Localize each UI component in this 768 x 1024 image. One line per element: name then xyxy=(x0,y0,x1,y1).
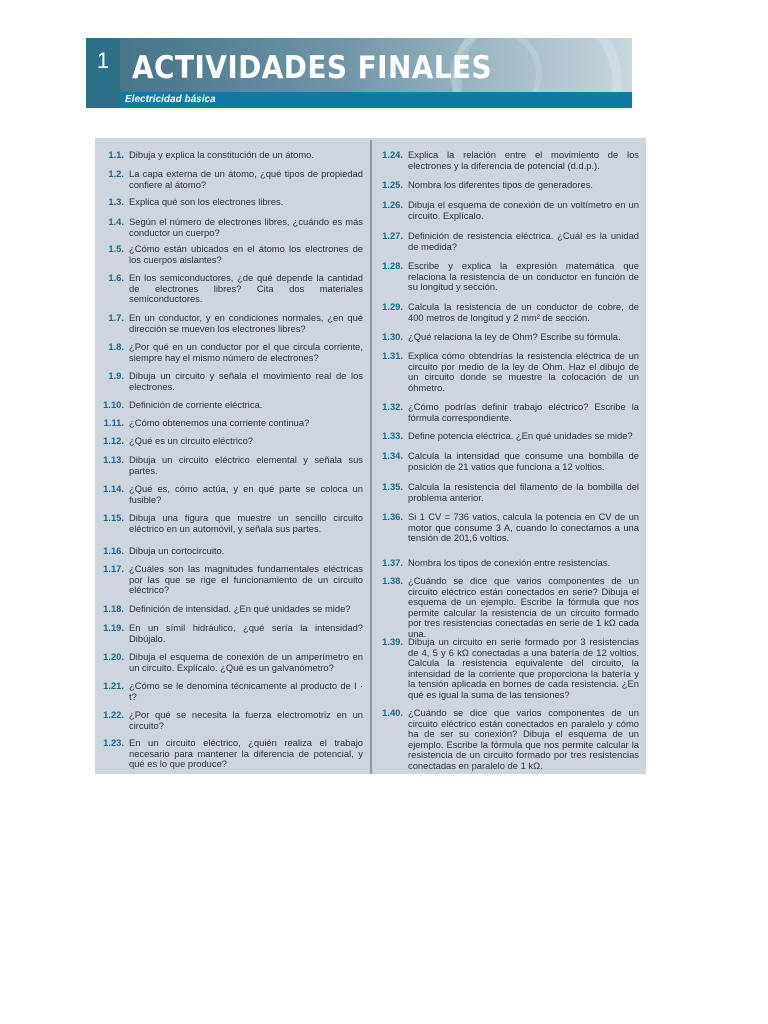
item-text: Dibuja una figura que muestre un sencillo circuito eléctrico en un automóvil, y señala sus partes. xyxy=(129,512,363,534)
activity-item xyxy=(376,451,639,472)
item-text: ¿Cómo obtenemos una corriente continua? xyxy=(129,417,310,428)
item-number: 1.8. xyxy=(108,341,124,352)
unit-number: 1 xyxy=(86,38,120,108)
item-text: ¿Por qué se necesita la fuerza electromotriz en un circuito? xyxy=(129,709,363,731)
item-number: 1.25. xyxy=(382,179,403,190)
item-number: 1.11. xyxy=(103,417,124,428)
item-number: 1.18. xyxy=(103,603,124,614)
activity-item xyxy=(99,371,363,392)
item-text: Calcula la resistencia del filamento de la bombilla del problema anterior. xyxy=(408,481,639,503)
item-text: Nombra los tipos de conexión entre resistencias. xyxy=(408,557,611,568)
activity-item xyxy=(99,564,363,596)
item-number: 1.40. xyxy=(382,707,403,718)
item-number: 1.14. xyxy=(103,483,124,494)
item-text: ¿Qué es, cómo actúa, y en qué parte se coloca un fusible? xyxy=(129,483,363,505)
item-number: 1.33. xyxy=(382,430,403,441)
item-number: 1.7. xyxy=(108,312,124,323)
activity-item xyxy=(99,418,363,429)
item-number: 1.9. xyxy=(108,370,124,381)
activity-item xyxy=(99,436,363,447)
item-number: 1.30. xyxy=(382,331,403,342)
item-text: ¿Cómo podrías definir trabajo eléctrico? Escribe la fórmula correspondiente. xyxy=(408,401,639,423)
item-number: 1.26. xyxy=(382,199,403,210)
item-text: Dibuja y explica la constitución de un átomo. xyxy=(129,149,315,160)
activity-item xyxy=(99,197,363,208)
activity-item xyxy=(376,431,639,442)
item-text: Dibuja el esquema de conexión de un voltímetro en un circuito. Explícalo. xyxy=(408,199,639,221)
activity-item xyxy=(99,169,363,190)
item-number: 1.12. xyxy=(103,435,124,446)
item-number: 1.19. xyxy=(103,622,124,633)
item-number: 1.35. xyxy=(382,481,403,492)
item-number: 1.22. xyxy=(103,709,124,720)
item-text: Definición de resistencia eléctrica. ¿Cuál es la unidad de medida? xyxy=(408,230,639,252)
item-text: Calcula la resistencia de un conductor de cobre, de 400 metros de longitud y 2 mm² de sección. xyxy=(408,301,639,323)
item-text: Si 1 CV = 736 vatios, calcula la potencia en CV de un motor que consume 3 A, cuando lo conectamos a una tensión de 201,6 voltios. xyxy=(408,511,639,544)
item-number: 1.2. xyxy=(108,168,124,179)
activity-item xyxy=(376,302,639,323)
item-text: ¿Por qué en un conductor por el que circula corriente, siempre hay el mismo número de electrones? xyxy=(129,341,363,363)
item-text: Dibuja un circuito en serie formado por 3 resistencias de 4, 5 y 6 kΩ conectadas a una batería de 12 voltios. Calcula la resistencia equivalente del circuito, la intensidad de la corriente que proporciona la batería y la tensión aplicada en bornes de cada resistencia. ¿En qué es igual la suma de las tensiones? xyxy=(408,636,639,700)
activity-item xyxy=(99,455,363,476)
item-number: 1.29. xyxy=(382,301,403,312)
activity-item xyxy=(99,342,363,363)
item-text: Explica qué son los electrones libres. xyxy=(129,196,284,207)
item-text: Calcula la intensidad que consume una bombilla de posición de 21 vatios que funciona a 12 voltios. xyxy=(408,450,639,472)
activity-item xyxy=(376,332,639,343)
activity-item xyxy=(376,708,639,772)
item-text: En los semiconductores, ¿de qué depende la cantidad de electrones libres? Cita dos materiales semiconductores. xyxy=(129,272,363,305)
activity-item xyxy=(376,150,639,171)
item-number: 1.34. xyxy=(382,450,403,461)
item-number: 1.32. xyxy=(382,401,403,412)
item-text: ¿Cuáles son las magnitudes fundamentales eléctricas por las que se rige el funcionamiento de un circuito eléctrico? xyxy=(129,563,363,596)
item-text: Definición de corriente eléctrica. xyxy=(129,399,263,410)
item-text: ¿Cuándo se dice que varios componentes de un circuito eléctrico están conectados en paralelo y cómo ha de ser su conexión? Dibuja el esquema de un ejemplo. Escribe la fórmula que nos permite calcular la resistencia de un circuito formado por tres resistencias conectadas en paralelo de 1 kΩ. xyxy=(408,707,639,771)
item-text: ¿Qué es un circuito eléctrico? xyxy=(129,435,254,446)
activity-item xyxy=(99,513,363,534)
item-text: La capa externa de un átomo, ¿qué tipos de propiedad confiere al átomo? xyxy=(129,168,363,190)
page-title: ACTIVIDADES FINALES xyxy=(132,50,493,86)
item-number: 1.24. xyxy=(382,149,403,160)
item-number: 1.1. xyxy=(108,149,124,160)
activity-item xyxy=(376,576,639,640)
activity-item xyxy=(99,484,363,505)
item-number: 1.31. xyxy=(382,350,403,361)
item-number: 1.20. xyxy=(103,651,124,662)
activity-item xyxy=(99,623,363,644)
item-number: 1.5. xyxy=(108,243,124,254)
item-text: Explica la relación entre el movimiento de los electrones y la diferencia de potencial (d.d.p.). xyxy=(408,149,639,171)
activity-item xyxy=(99,710,363,731)
activity-item xyxy=(376,351,639,393)
activity-item xyxy=(99,150,363,161)
item-text: En un símil hidráulico, ¿qué sería la intensidad? Dibújalo. xyxy=(129,622,363,644)
item-text: Dibuja el esquema de conexión de un amperímetro en un circuito. Explícalo. ¿Qué es un galvanómetro? xyxy=(129,651,363,673)
activity-item xyxy=(99,652,363,673)
item-number: 1.21. xyxy=(103,680,124,691)
item-text: Dibuja un cortocircuito. xyxy=(129,545,225,556)
item-text: Definición de intensidad. ¿En qué unidades se mide? xyxy=(129,603,351,614)
activity-item xyxy=(99,604,363,615)
item-text: Escribe y explica la expresión matemática que relaciona la resistencia de un conductor en función de su longitud y sección. xyxy=(408,260,639,293)
item-text: Según el número de electrones libres, ¿cuándo es más conductor un cuerpo? xyxy=(129,216,363,238)
header-banner xyxy=(86,38,632,108)
activity-item xyxy=(376,261,639,293)
item-number: 1.23. xyxy=(103,737,124,748)
activity-item xyxy=(99,244,363,265)
item-text: Define potencia eléctrica. ¿En qué unidades se mide? xyxy=(408,430,633,441)
activity-item xyxy=(376,200,639,221)
item-text: ¿Cómo están ubicados en el átomo los electrones de los cuerpos aislantes? xyxy=(129,243,363,265)
item-number: 1.10. xyxy=(103,399,124,410)
activity-item xyxy=(376,231,639,252)
section-subtitle: Electricidad básica xyxy=(120,92,632,108)
item-number: 1.13. xyxy=(103,454,124,465)
item-number: 1.6. xyxy=(108,272,124,283)
item-number: 1.16. xyxy=(103,545,124,556)
activity-item xyxy=(99,400,363,411)
item-number: 1.36. xyxy=(382,511,403,522)
activity-item xyxy=(376,512,639,544)
item-number: 1.37. xyxy=(382,557,403,568)
item-number: 1.4. xyxy=(108,216,124,227)
item-text: ¿Qué relaciona la ley de Ohm? Escribe su fórmula. xyxy=(408,331,621,342)
item-text: Nombra los diferentes tipos de generadores. xyxy=(408,179,594,190)
item-number: 1.15. xyxy=(103,512,124,523)
item-number: 1.27. xyxy=(382,230,403,241)
item-text: Dibuja un circuito eléctrico elemental y señala sus partes. xyxy=(129,454,363,476)
item-text: Explica cómo obtendrías la resistencia eléctrica de un circuito por medio de la ley de Ohm. Haz el dibujo de un circuito donde se muestre la colocación de un óhmetro. xyxy=(408,350,639,393)
activity-item xyxy=(376,637,639,701)
activity-item xyxy=(376,180,639,191)
item-text: En un circuito eléctrico, ¿quién realiza el trabajo necesario para mantener la diferencia de potencial, y qué es lo que produce? xyxy=(129,737,363,770)
item-text: ¿Cuándo se dice que varios componentes de un circuito eléctrico están conectados en serie? Dibuja el esquema de un ejemplo. Escribe la fórmula que nos permite calcular la resistencia de un circuito formado por tres resistencias conectadas en serie de 1 kΩ cada una. xyxy=(408,575,639,639)
activity-item xyxy=(99,681,363,702)
item-number: 1.17. xyxy=(103,563,124,574)
activity-item xyxy=(376,402,639,423)
activity-item xyxy=(99,738,363,770)
item-number: 1.3. xyxy=(108,196,124,207)
activity-item xyxy=(99,273,363,305)
column-divider xyxy=(370,140,372,774)
item-text: En un conductor, y en condiciones normales, ¿en qué dirección se mueven los electrones libres? xyxy=(129,312,363,334)
activity-item xyxy=(376,482,639,503)
item-text: ¿Cómo se le denomina técnicamente al producto de I · t? xyxy=(129,680,363,702)
item-number: 1.28. xyxy=(382,260,403,271)
activity-item xyxy=(99,313,363,334)
item-text: Dibuja un circuito y señala el movimiento real de los electrones. xyxy=(129,370,363,392)
activity-item xyxy=(99,546,363,557)
item-number: 1.39. xyxy=(382,636,403,647)
item-number: 1.38. xyxy=(382,575,403,586)
activity-item xyxy=(376,558,639,569)
activity-item xyxy=(99,217,363,238)
